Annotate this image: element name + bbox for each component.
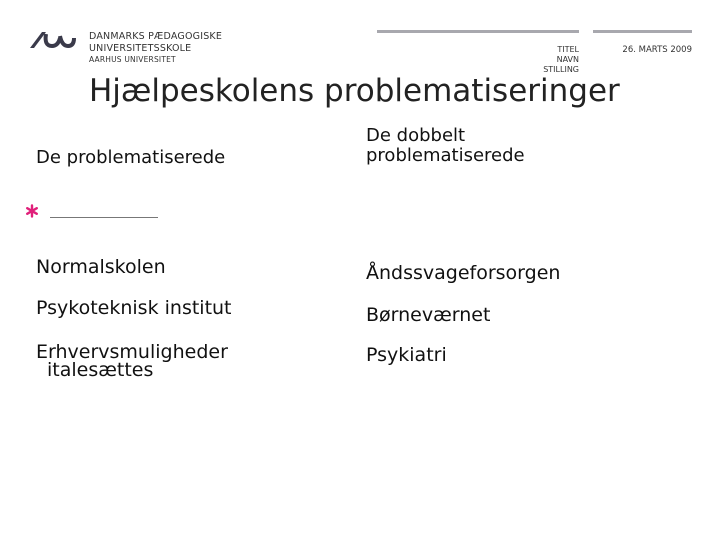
right-heading-line-2: problematiserede bbox=[366, 145, 525, 166]
meta-position-label: STILLING bbox=[543, 65, 579, 74]
slide-title: Hjælpeskolens problematiseringer bbox=[89, 73, 620, 109]
right-item-psykiatri: Psykiatri bbox=[366, 344, 447, 366]
institution-line-2: UNIVERSITETSSKOLE bbox=[89, 43, 192, 54]
asterisk-icon bbox=[25, 204, 39, 218]
meta-name-label: NAVN bbox=[556, 55, 579, 64]
header-bar-right bbox=[593, 30, 692, 33]
right-item-boernevaernet: Børneværnet bbox=[366, 304, 491, 326]
au-logo-icon bbox=[26, 26, 78, 54]
divider-line bbox=[50, 217, 158, 218]
right-item-aandssvageforsorgen: Åndssvageforsorgen bbox=[366, 262, 561, 284]
meta-title-label: TITEL bbox=[557, 45, 579, 54]
institution-line-3: AARHUS UNIVERSITET bbox=[89, 55, 176, 64]
left-item-normalskolen: Normalskolen bbox=[36, 256, 166, 278]
right-column-heading bbox=[366, 126, 626, 166]
left-column-heading: De problematiserede bbox=[36, 147, 226, 168]
institution-line-1: DANMARKS PÆDAGOGISKE bbox=[89, 31, 223, 42]
left-item-3-line-2: italesættes bbox=[47, 359, 154, 381]
header-bar-left bbox=[377, 30, 579, 33]
left-item-3-line-1: Erhvervsmuligheder bbox=[36, 341, 228, 363]
left-item-psykoteknisk: Psykoteknisk institut bbox=[36, 297, 232, 319]
right-heading-line-1: De dobbelt bbox=[366, 125, 466, 146]
slide-date: 26. MARTS 2009 bbox=[622, 45, 692, 55]
left-item-erhvervsmuligheder bbox=[36, 343, 276, 379]
